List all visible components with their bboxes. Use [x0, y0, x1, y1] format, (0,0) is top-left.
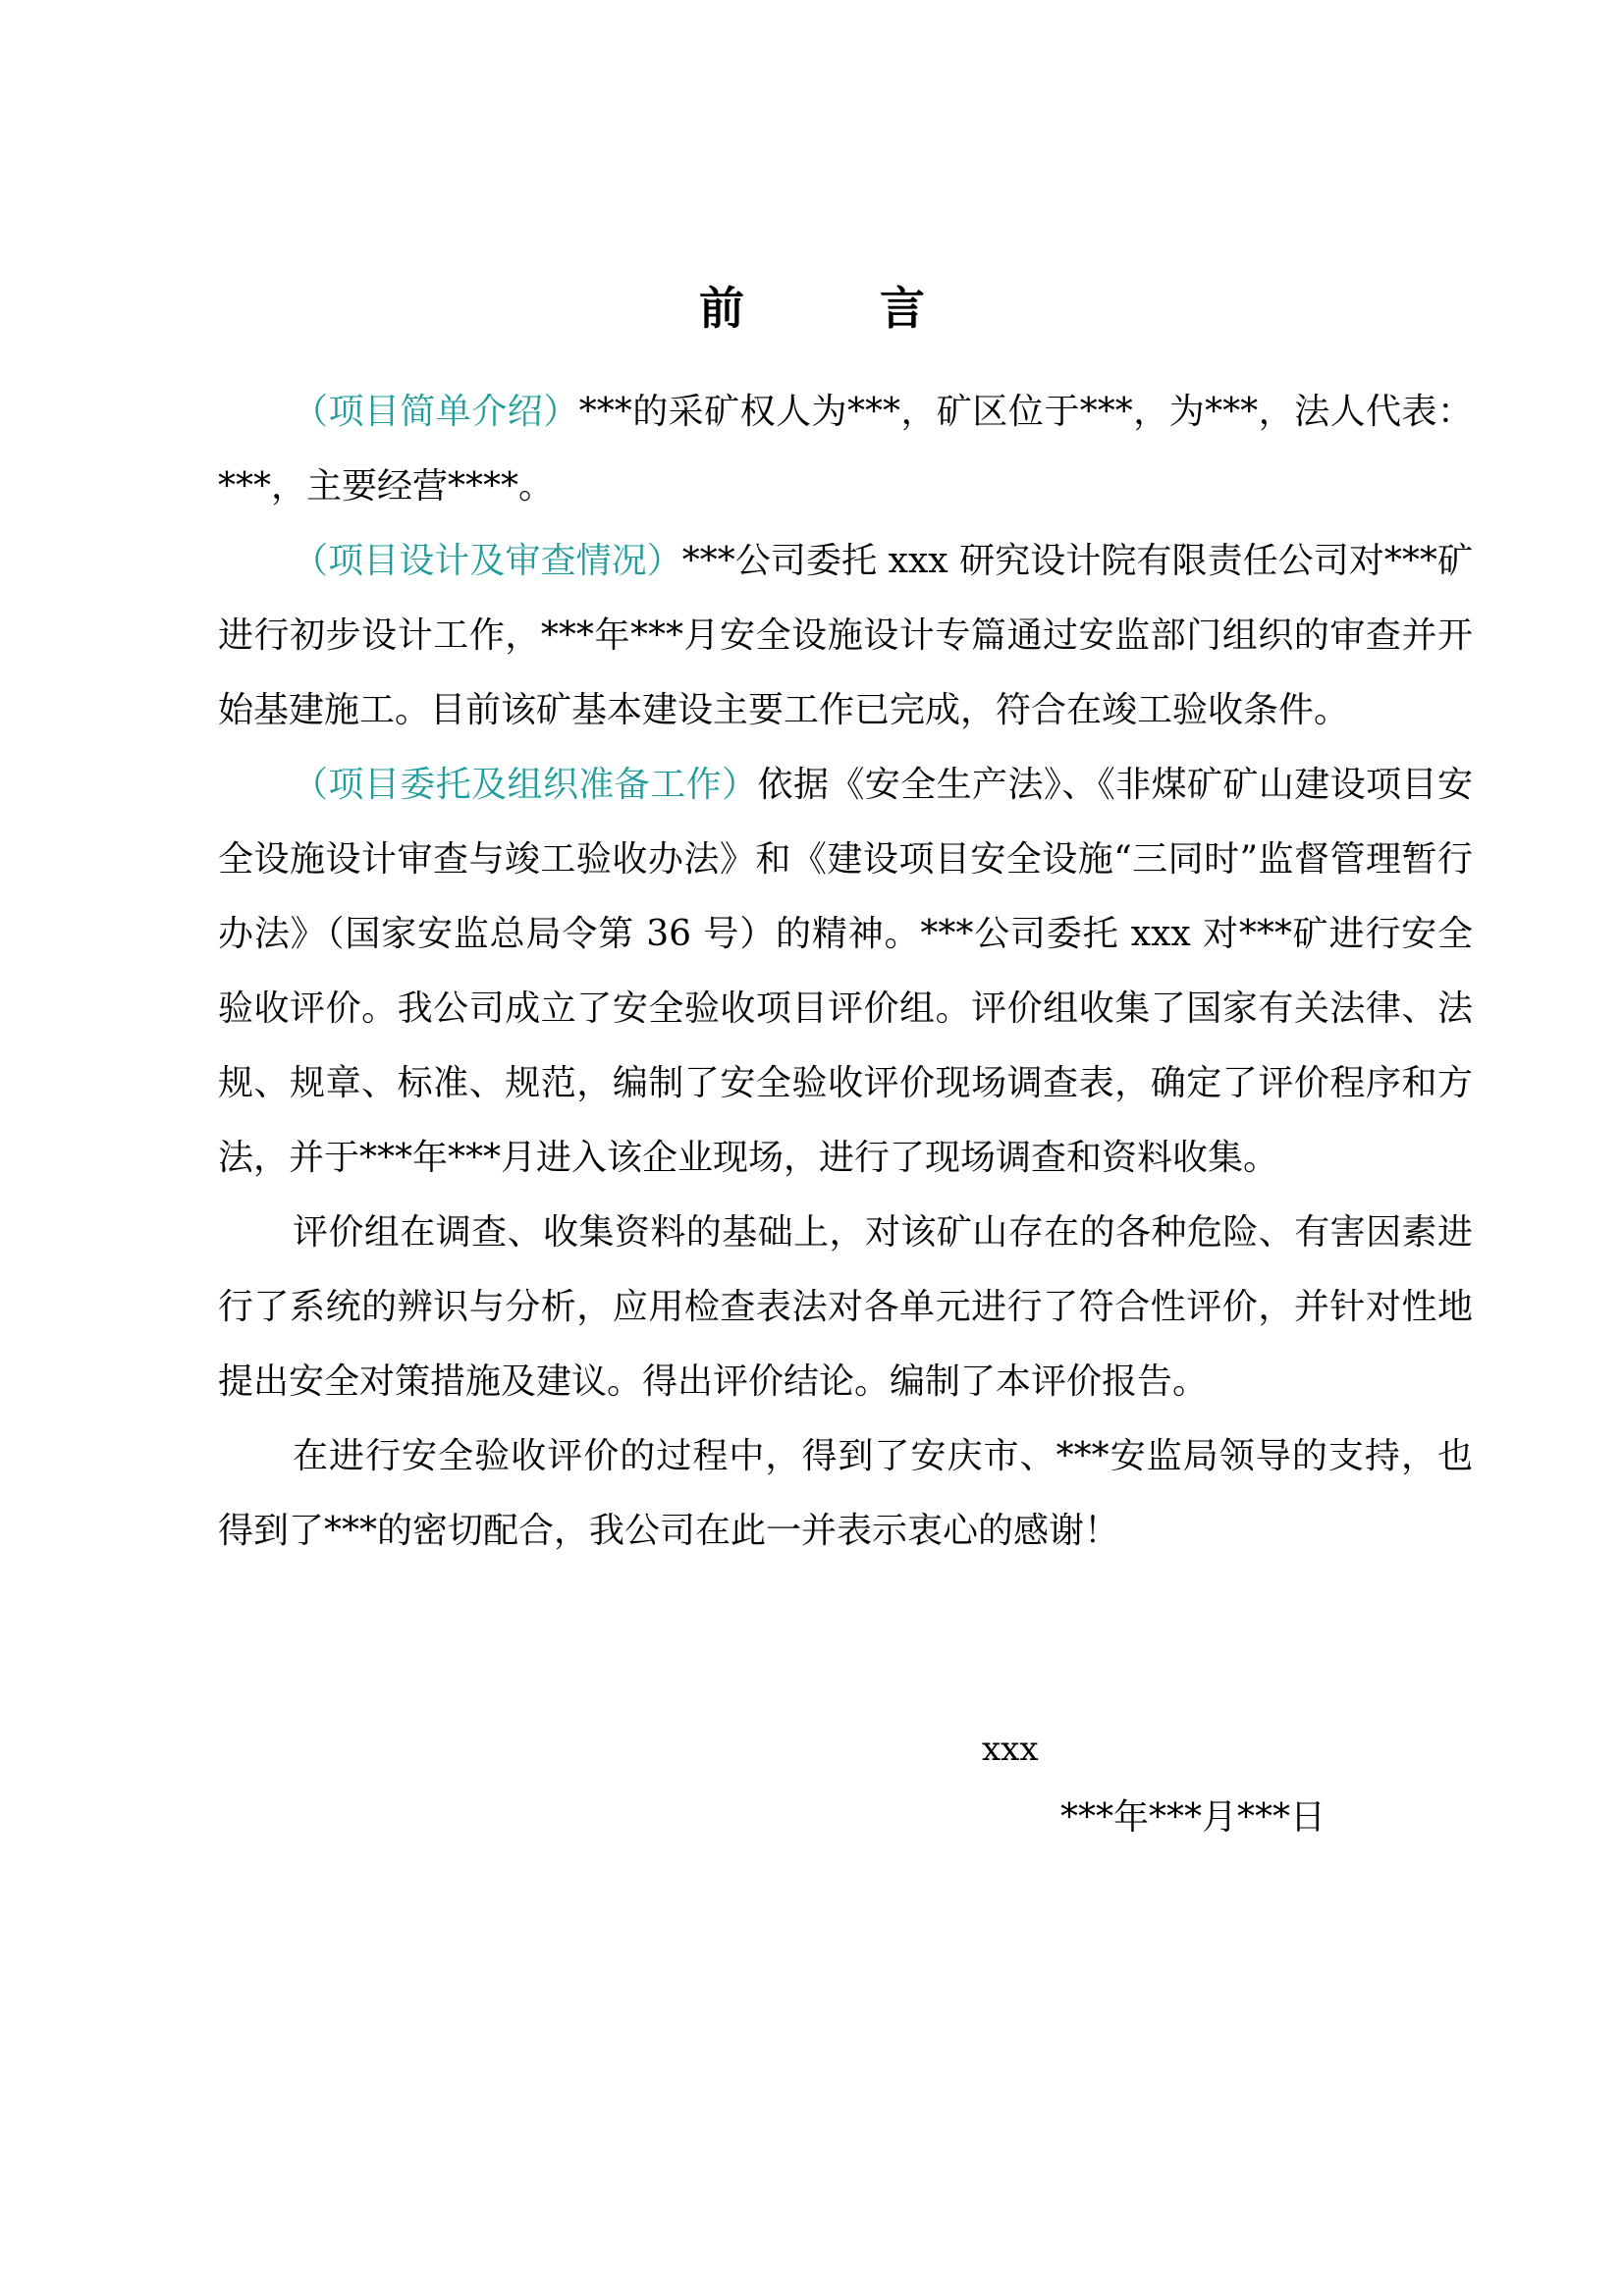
preface-body [218, 375, 1473, 1569]
title-char-2: 言 [880, 282, 925, 335]
paragraph-lead: （项目委托及组织准备工作） [293, 765, 758, 805]
signature: xxx [982, 1730, 1039, 1769]
paragraph-evaluation-process [218, 1196, 1473, 1419]
paragraph-commission-preparation [218, 748, 1473, 1196]
paragraph-project-intro [218, 375, 1473, 524]
paragraph-acknowledgement [218, 1419, 1473, 1569]
paragraph-design-review [218, 524, 1473, 748]
signature-date: ***年***月***日 [1060, 1797, 1326, 1838]
paragraph-lead: （项目简单介绍） [293, 392, 579, 432]
paragraph-text: 依据《安全生产法》、《非煤矿矿山建设项目安全设施设计审查与竣工验收办法》和《建设项目安全设施“三同时”监督管理暂行办法》（国家安监总局令第 36 号）的精神。***公司委托 xxx 对***矿进行安全验收评价。我公司成立了安全验收项目评价组。评价组收集了国家有关法律、法规、规章、标准、规范，编制了安全验收评价现场调查表，确定了评价程序和方法，并于***年***月进入该企业现场，进行了现场调查和资料收集。 [218, 765, 1473, 1178]
paragraph-text: 评价组在调查、收集资料的基础上，对该矿山存在的各种危险、有害因素进行了系统的辨识与分析，应用检查表法对各单元进行了符合性评价，并针对性地提出安全对策措施及建议。得出评价结论。编制了本评价报告。 [218, 1212, 1473, 1402]
paragraph-text: ***的采矿权人为***，矿区位于***，为***，法人代表：***，主要经营****。 [218, 392, 1473, 507]
page-title [0, 277, 1624, 340]
paragraph-text: ***公司委托 xxx 研究设计院有限责任公司对***矿进行初步设计工作，***年***月安全设施设计专篇通过安监部门组织的审查并开始基建施工。目前该矿基本建设主要工作已完成，符合在竣工验收条件。 [218, 541, 1473, 730]
paragraph-text: 在进行安全验收评价的过程中，得到了安庆市、***安监局领导的支持，也得到了***的密切配合，我公司在此一并表示衷心的感谢！ [218, 1436, 1473, 1551]
paragraph-lead: （项目设计及审查情况） [293, 541, 682, 581]
title-char-1: 前 [699, 282, 744, 335]
